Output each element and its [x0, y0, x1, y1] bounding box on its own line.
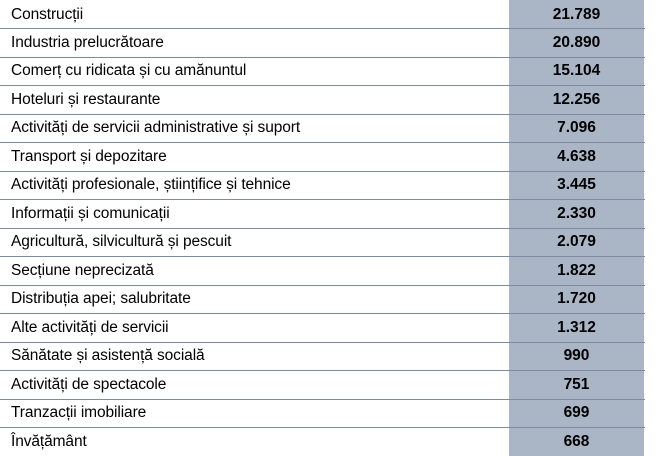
table-row — [0, 399, 645, 428]
table-cell-value: 7.096 — [509, 114, 645, 143]
row-value: 21.789 — [509, 2, 644, 28]
table-cell-label: Activități de spectacole — [0, 371, 509, 400]
table-cell-label — [0, 0, 509, 29]
table-row — [0, 314, 645, 343]
table-cell-label: Alte activități de servicii — [0, 314, 509, 343]
table-cell-value: 15.104 — [509, 57, 645, 86]
table-row — [0, 171, 645, 200]
table-cell-value: 2.079 — [509, 228, 645, 257]
table-row — [0, 29, 645, 58]
table-cell-label: Informații și comunicații — [0, 200, 509, 229]
table-cell-value: 668 — [509, 428, 645, 456]
table-cell-value: 1.720 — [509, 285, 645, 314]
table-cell-value: 751 — [509, 371, 645, 400]
table-row — [0, 285, 645, 314]
table-row — [0, 143, 645, 172]
table-cell-label: Tranzacții imobiliare — [0, 399, 509, 428]
table-row — [0, 228, 645, 257]
table-cell-value: 1.822 — [509, 257, 645, 286]
table-cell-value: 699 — [509, 399, 645, 428]
table-cell-value — [509, 0, 645, 29]
table-cell-label: Activități de servicii administrative și suport — [0, 114, 509, 143]
table-cell-label: Activități profesionale, științifice și tehnice — [0, 171, 509, 200]
table-row — [0, 428, 645, 456]
table-cell-label: Secțiune neprecizată — [0, 257, 509, 286]
table-row — [0, 371, 645, 400]
table-row — [0, 57, 645, 86]
table-cell-label: Hoteluri și restaurante — [0, 86, 509, 115]
table-cell-value: 12.256 — [509, 86, 645, 115]
table-cell-value: 4.638 — [509, 143, 645, 172]
table-row — [0, 342, 645, 371]
table-cell-value: 2.330 — [509, 200, 645, 229]
table-row — [0, 0, 645, 29]
table-cell-label: Agricultură, silvicultură și pescuit — [0, 228, 509, 257]
table-cell-label: Distribuția apei; salubritate — [0, 285, 509, 314]
table-row — [0, 114, 645, 143]
table-cell-label: Sănătate și asistență socială — [0, 342, 509, 371]
table-cell-value: 3.445 — [509, 171, 645, 200]
table-cell-label: Comerț cu ridicata și cu amănuntul — [0, 57, 509, 86]
table-cell-label: Industria prelucrătoare — [0, 29, 509, 58]
table-cell-value: 990 — [509, 342, 645, 371]
table-row — [0, 257, 645, 286]
table-cell-label: Învățământ — [0, 428, 509, 456]
table-row — [0, 86, 645, 115]
row-label: Construcții — [0, 2, 508, 28]
table-cell-value: 20.890 — [509, 29, 645, 58]
table-cell-value: 1.312 — [509, 314, 645, 343]
table-cell-label: Transport și depozitare — [0, 143, 509, 172]
table-row — [0, 200, 645, 229]
